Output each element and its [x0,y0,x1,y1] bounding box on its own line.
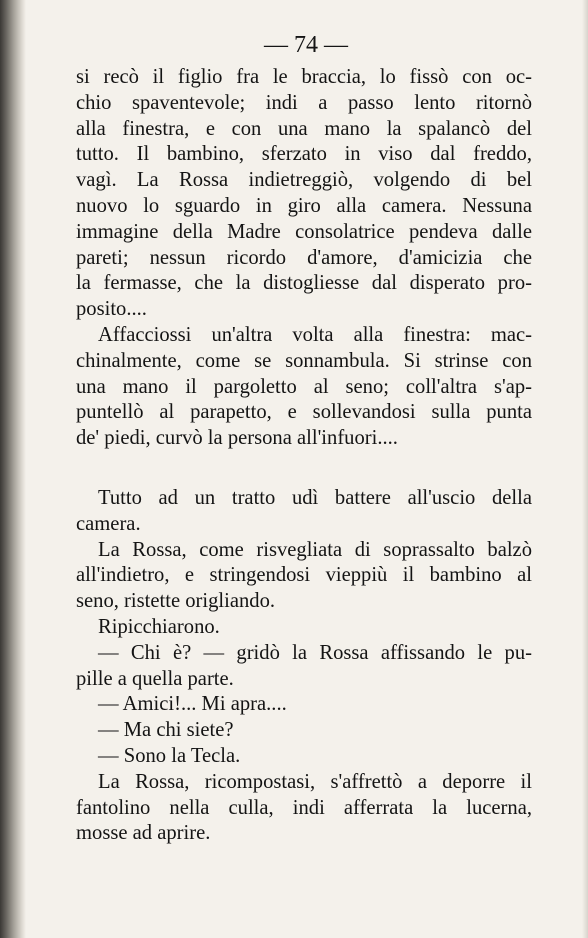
text-line: una mano il pargoletto al seno; coll'altra s'ap- [76,375,532,398]
text-line: Ripicchiarono. [98,615,220,638]
text-line: all'indietro, e stringendosi vieppiù il bambino al [76,564,532,587]
text-line: alla finestra, e con una mano la spalancò del [76,117,532,140]
text-line: la fermasse, che la distogliesse dal disperato pro- [76,272,532,295]
text-line: chio spaventevole; indi a passo lento ritornò [76,91,532,114]
text-line: de' piedi, curvò la persona all'infuori.... [76,427,398,450]
dialogue [76,744,532,770]
paragraph [76,538,532,615]
paragraph [76,486,532,538]
dialogue [76,692,532,718]
text-line: puntellò al parapetto, e sollevandosi sulla punta [76,401,532,424]
dialogue [76,718,532,744]
body-text [76,65,532,847]
text-line: posito.... [76,298,147,321]
page-number: — 74 — [264,32,348,58]
text-line: La Rossa, ricompostasi, s'affrettò a deporre il [98,770,532,793]
text-line: chinalmente, come se sonnambula. Si strinse con [76,349,532,372]
text-line: pille a quella parte. [76,667,234,690]
text-line: vagì. La Rossa indietreggiò, volgendo di bel [76,169,532,192]
text-line: — Sono la Tecla. [98,744,241,767]
paragraph [76,323,532,452]
text-line: seno, ristette origliando. [76,590,276,613]
binding-shadow [0,0,26,938]
text-line: mosse ad aprire. [76,822,211,845]
text-line: Tutto ad un tratto udì battere all'uscio della [98,486,532,509]
text-line: — Chi è? — gridò la Rossa affissando le pu- [98,641,532,664]
page-edge [582,0,588,938]
dialogue [76,641,532,693]
text-line: Affacciossi un'altra volta alla finestra: mac- [98,323,532,346]
text-line: — Amici!... Mi apra.... [98,693,287,716]
text-line: si recò il figlio fra le braccia, lo fissò con oc- [76,66,532,88]
text-line: nuovo lo sguardo in giro alla camera. Nessuna [76,194,532,217]
section-break [76,452,532,486]
text-line: La Rossa, come risvegliata di soprassalto balzò [98,538,532,561]
text-line: immagine della Madre consolatrice pendeva dalle [76,220,532,243]
text-line: fantolino nella culla, indi afferrata la lucerna, [76,796,532,819]
text-line: — Ma chi siete? [98,719,234,742]
paragraph [76,770,532,847]
text-line: tutto. Il bambino, sferzato in viso dal freddo, [76,143,532,166]
text-line: camera. [76,512,141,535]
paragraph [76,65,532,323]
paragraph [76,615,532,641]
text-line: pareti; nessun ricordo d'amore, d'amicizia che [76,246,532,269]
